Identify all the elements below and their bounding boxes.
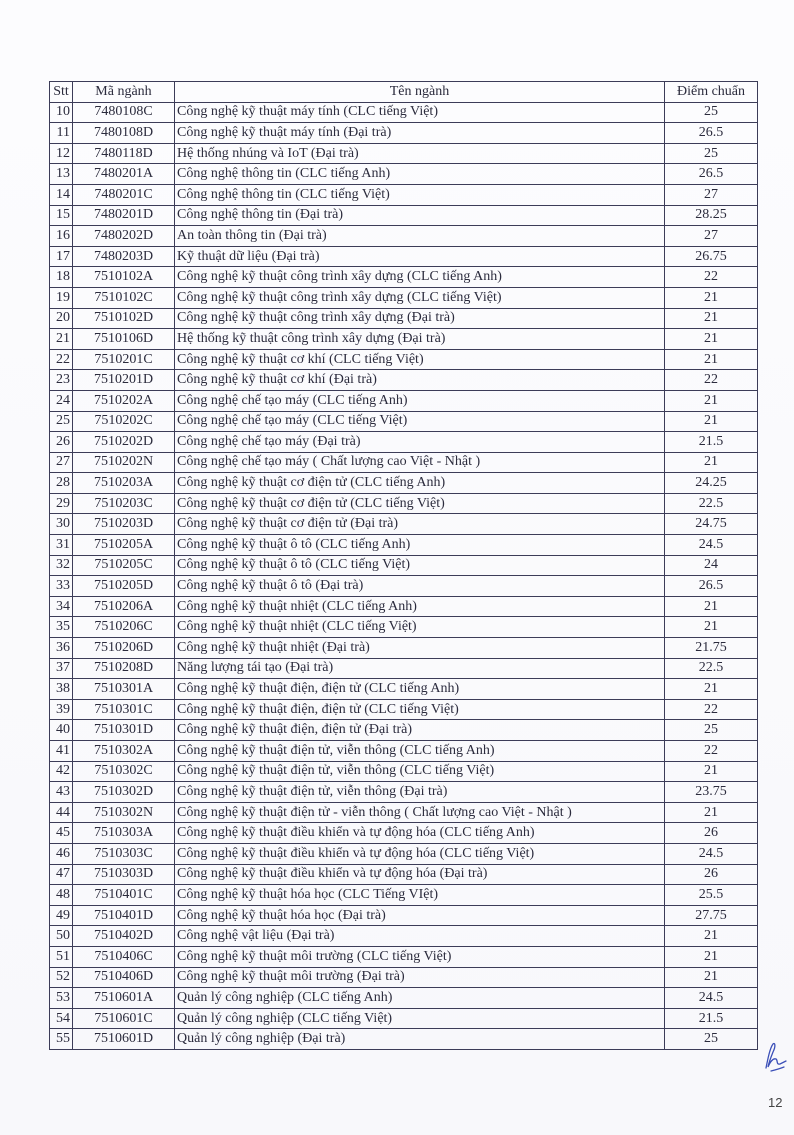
row-score: 24.5 bbox=[665, 535, 758, 556]
row-name: Công nghệ kỹ thuật điện, điện tử (Đại trà) bbox=[175, 720, 665, 741]
row-stt: 28 bbox=[50, 473, 73, 494]
row-code: 7510302N bbox=[73, 802, 175, 823]
row-name: Kỹ thuật dữ liệu (Đại trà) bbox=[175, 246, 665, 267]
row-name: Công nghệ vật liệu (Đại trà) bbox=[175, 926, 665, 947]
row-code: 7510303C bbox=[73, 843, 175, 864]
row-stt: 44 bbox=[50, 802, 73, 823]
row-name: Công nghệ kỹ thuật điện, điện tử (CLC tiếng Anh) bbox=[175, 679, 665, 700]
row-code: 7510202C bbox=[73, 411, 175, 432]
row-score: 22 bbox=[665, 370, 758, 391]
table-body bbox=[50, 102, 758, 1049]
signature-initial-icon bbox=[760, 1040, 790, 1074]
row-code: 7510301D bbox=[73, 720, 175, 741]
row-name: Công nghệ thông tin (CLC tiếng Anh) bbox=[175, 164, 665, 185]
row-score: 25 bbox=[665, 143, 758, 164]
row-stt: 35 bbox=[50, 617, 73, 638]
row-score: 26.75 bbox=[665, 246, 758, 267]
row-name: Công nghệ thông tin (Đại trà) bbox=[175, 205, 665, 226]
table-header-row bbox=[50, 82, 758, 103]
row-name: Công nghệ kỹ thuật điện, điện tử (CLC tiếng Việt) bbox=[175, 699, 665, 720]
row-stt: 36 bbox=[50, 638, 73, 659]
row-stt: 17 bbox=[50, 246, 73, 267]
row-score: 21 bbox=[665, 679, 758, 700]
row-score: 26 bbox=[665, 864, 758, 885]
row-code: 7510406C bbox=[73, 946, 175, 967]
row-score: 24.5 bbox=[665, 843, 758, 864]
row-name: Công nghệ kỹ thuật môi trường (Đại trà) bbox=[175, 967, 665, 988]
row-score: 21 bbox=[665, 308, 758, 329]
row-name: Công nghệ chế tạo máy (Đại trà) bbox=[175, 432, 665, 453]
admission-scores-table bbox=[49, 81, 758, 1050]
row-stt: 42 bbox=[50, 761, 73, 782]
table-row bbox=[50, 905, 758, 926]
row-score: 21 bbox=[665, 287, 758, 308]
row-score: 22.5 bbox=[665, 493, 758, 514]
row-score: 21 bbox=[665, 617, 758, 638]
table-row bbox=[50, 946, 758, 967]
row-stt: 21 bbox=[50, 329, 73, 350]
row-code: 7510202D bbox=[73, 432, 175, 453]
row-code: 7510401C bbox=[73, 885, 175, 906]
table-row bbox=[50, 679, 758, 700]
row-code: 7510205A bbox=[73, 535, 175, 556]
table-row bbox=[50, 555, 758, 576]
row-score: 24.25 bbox=[665, 473, 758, 494]
row-score: 22 bbox=[665, 741, 758, 762]
row-name: Công nghệ kỹ thuật nhiệt (CLC tiếng Việt) bbox=[175, 617, 665, 638]
row-score: 22 bbox=[665, 699, 758, 720]
row-name: Công nghệ kỹ thuật ô tô (Đại trà) bbox=[175, 576, 665, 597]
row-name: Công nghệ kỹ thuật ô tô (CLC tiếng Việt) bbox=[175, 555, 665, 576]
row-score: 21 bbox=[665, 411, 758, 432]
row-code: 7510206A bbox=[73, 596, 175, 617]
row-name: Công nghệ kỹ thuật môi trường (CLC tiếng Việt) bbox=[175, 946, 665, 967]
row-name: Công nghệ thông tin (CLC tiếng Việt) bbox=[175, 184, 665, 205]
row-code: 7510601C bbox=[73, 1008, 175, 1029]
row-name: Công nghệ kỹ thuật điện tử - viễn thông ( Chất lượng cao Việt - Nhật ) bbox=[175, 802, 665, 823]
row-stt: 19 bbox=[50, 287, 73, 308]
row-stt: 50 bbox=[50, 926, 73, 947]
row-name: Công nghệ kỹ thuật điều khiển và tự động hóa (CLC tiếng Anh) bbox=[175, 823, 665, 844]
table-row bbox=[50, 823, 758, 844]
row-stt: 11 bbox=[50, 123, 73, 144]
row-code: 7480108C bbox=[73, 102, 175, 123]
row-score: 21 bbox=[665, 967, 758, 988]
row-score: 27 bbox=[665, 226, 758, 247]
row-code: 7480201C bbox=[73, 184, 175, 205]
table-row bbox=[50, 576, 758, 597]
row-name: Công nghệ kỹ thuật ô tô (CLC tiếng Anh) bbox=[175, 535, 665, 556]
header-code: Mã ngành bbox=[73, 82, 175, 103]
row-stt: 54 bbox=[50, 1008, 73, 1029]
row-stt: 26 bbox=[50, 432, 73, 453]
row-stt: 47 bbox=[50, 864, 73, 885]
row-stt: 30 bbox=[50, 514, 73, 535]
row-name: Công nghệ kỹ thuật nhiệt (CLC tiếng Anh) bbox=[175, 596, 665, 617]
row-score: 21 bbox=[665, 390, 758, 411]
row-score: 21 bbox=[665, 349, 758, 370]
page-number: 12 bbox=[768, 1095, 783, 1110]
row-code: 7510203C bbox=[73, 493, 175, 514]
row-name: Công nghệ kỹ thuật cơ khí (CLC tiếng Việt) bbox=[175, 349, 665, 370]
table-row bbox=[50, 164, 758, 185]
row-score: 21.5 bbox=[665, 432, 758, 453]
row-code: 7510401D bbox=[73, 905, 175, 926]
row-stt: 46 bbox=[50, 843, 73, 864]
row-stt: 10 bbox=[50, 102, 73, 123]
row-score: 21 bbox=[665, 761, 758, 782]
row-stt: 29 bbox=[50, 493, 73, 514]
row-score: 21.75 bbox=[665, 638, 758, 659]
row-code: 7510208D bbox=[73, 658, 175, 679]
row-stt: 51 bbox=[50, 946, 73, 967]
table-row bbox=[50, 205, 758, 226]
row-stt: 38 bbox=[50, 679, 73, 700]
row-name: Công nghệ chế tạo máy (CLC tiếng Anh) bbox=[175, 390, 665, 411]
row-code: 7510205D bbox=[73, 576, 175, 597]
table-row bbox=[50, 411, 758, 432]
row-code: 7510102C bbox=[73, 287, 175, 308]
row-name: Công nghệ kỹ thuật cơ điện tử (CLC tiếng Việt) bbox=[175, 493, 665, 514]
row-name: Công nghệ kỹ thuật công trình xây dựng (CLC tiếng Anh) bbox=[175, 267, 665, 288]
row-stt: 45 bbox=[50, 823, 73, 844]
table-row bbox=[50, 535, 758, 556]
row-code: 7480203D bbox=[73, 246, 175, 267]
table-row bbox=[50, 658, 758, 679]
row-name: Công nghệ kỹ thuật máy tính (Đại trà) bbox=[175, 123, 665, 144]
table-row bbox=[50, 102, 758, 123]
row-name: Công nghệ kỹ thuật cơ điện tử (CLC tiếng Anh) bbox=[175, 473, 665, 494]
row-name: Công nghệ kỹ thuật hóa học (CLC Tiếng VIệt) bbox=[175, 885, 665, 906]
row-name: Công nghệ kỹ thuật cơ điện tử (Đại trà) bbox=[175, 514, 665, 535]
row-name: Công nghệ kỹ thuật điện tử, viễn thông (CLC tiếng Anh) bbox=[175, 741, 665, 762]
row-name: Công nghệ chế tạo máy (CLC tiếng Việt) bbox=[175, 411, 665, 432]
row-code: 7510102A bbox=[73, 267, 175, 288]
row-stt: 24 bbox=[50, 390, 73, 411]
row-score: 25 bbox=[665, 720, 758, 741]
row-name: Quản lý công nghiệp (CLC tiếng Việt) bbox=[175, 1008, 665, 1029]
table-row bbox=[50, 390, 758, 411]
header-score: Điểm chuẩn bbox=[665, 82, 758, 103]
row-name: Công nghệ kỹ thuật công trình xây dựng (CLC tiếng Việt) bbox=[175, 287, 665, 308]
row-stt: 49 bbox=[50, 905, 73, 926]
row-stt: 48 bbox=[50, 885, 73, 906]
table-row bbox=[50, 638, 758, 659]
row-score: 27 bbox=[665, 184, 758, 205]
row-name: Công nghệ kỹ thuật nhiệt (Đại trà) bbox=[175, 638, 665, 659]
table-row bbox=[50, 596, 758, 617]
row-code: 7510302D bbox=[73, 782, 175, 803]
row-name: An toàn thông tin (Đại trà) bbox=[175, 226, 665, 247]
row-code: 7510301A bbox=[73, 679, 175, 700]
row-name: Hệ thống kỹ thuật công trình xây dựng (Đại trà) bbox=[175, 329, 665, 350]
row-score: 25.5 bbox=[665, 885, 758, 906]
row-stt: 55 bbox=[50, 1029, 73, 1050]
row-name: Công nghệ kỹ thuật công trình xây dựng (Đại trà) bbox=[175, 308, 665, 329]
table-row bbox=[50, 267, 758, 288]
row-score: 24.5 bbox=[665, 988, 758, 1009]
row-score: 24.75 bbox=[665, 514, 758, 535]
row-code: 7510203D bbox=[73, 514, 175, 535]
row-code: 7510106D bbox=[73, 329, 175, 350]
table-row bbox=[50, 926, 758, 947]
table-row bbox=[50, 967, 758, 988]
row-code: 7510206C bbox=[73, 617, 175, 638]
row-stt: 32 bbox=[50, 555, 73, 576]
row-score: 26.5 bbox=[665, 123, 758, 144]
table-row bbox=[50, 349, 758, 370]
row-code: 7510303D bbox=[73, 864, 175, 885]
row-stt: 16 bbox=[50, 226, 73, 247]
row-score: 23.75 bbox=[665, 782, 758, 803]
table-row bbox=[50, 1029, 758, 1050]
row-score: 24 bbox=[665, 555, 758, 576]
row-score: 21 bbox=[665, 329, 758, 350]
row-code: 7480118D bbox=[73, 143, 175, 164]
row-code: 7510201C bbox=[73, 349, 175, 370]
row-name: Quản lý công nghiệp (Đại trà) bbox=[175, 1029, 665, 1050]
row-stt: 33 bbox=[50, 576, 73, 597]
row-code: 7510601D bbox=[73, 1029, 175, 1050]
table-row bbox=[50, 226, 758, 247]
row-name: Công nghệ kỹ thuật điều khiển và tự động hóa (CLC tiếng Việt) bbox=[175, 843, 665, 864]
table-row bbox=[50, 864, 758, 885]
row-score: 25 bbox=[665, 1029, 758, 1050]
row-stt: 20 bbox=[50, 308, 73, 329]
row-code: 7480108D bbox=[73, 123, 175, 144]
row-code: 7510601A bbox=[73, 988, 175, 1009]
table-row bbox=[50, 123, 758, 144]
table-row bbox=[50, 143, 758, 164]
table-row bbox=[50, 843, 758, 864]
table-row bbox=[50, 885, 758, 906]
row-score: 21 bbox=[665, 926, 758, 947]
table-row bbox=[50, 720, 758, 741]
table-row bbox=[50, 493, 758, 514]
row-name: Quản lý công nghiệp (CLC tiếng Anh) bbox=[175, 988, 665, 1009]
row-score: 22.5 bbox=[665, 658, 758, 679]
row-code: 7510406D bbox=[73, 967, 175, 988]
row-code: 7510202A bbox=[73, 390, 175, 411]
table-row bbox=[50, 617, 758, 638]
row-code: 7510102D bbox=[73, 308, 175, 329]
row-score: 26.5 bbox=[665, 576, 758, 597]
row-score: 21 bbox=[665, 946, 758, 967]
row-code: 7510301C bbox=[73, 699, 175, 720]
header-stt: Stt bbox=[50, 82, 73, 103]
row-stt: 18 bbox=[50, 267, 73, 288]
row-name: Công nghệ kỹ thuật máy tính (CLC tiếng Việt) bbox=[175, 102, 665, 123]
row-code: 7510302C bbox=[73, 761, 175, 782]
table-row bbox=[50, 246, 758, 267]
table-row bbox=[50, 741, 758, 762]
table-row bbox=[50, 329, 758, 350]
row-name: Công nghệ kỹ thuật điện tử, viễn thông (Đại trà) bbox=[175, 782, 665, 803]
row-stt: 25 bbox=[50, 411, 73, 432]
row-score: 25 bbox=[665, 102, 758, 123]
row-name: Công nghệ kỹ thuật hóa học (Đại trà) bbox=[175, 905, 665, 926]
table-row bbox=[50, 370, 758, 391]
table-row bbox=[50, 1008, 758, 1029]
row-code: 7510303A bbox=[73, 823, 175, 844]
row-name: Công nghệ kỹ thuật điều khiển và tự động hóa (Đại trà) bbox=[175, 864, 665, 885]
row-stt: 12 bbox=[50, 143, 73, 164]
row-stt: 23 bbox=[50, 370, 73, 391]
row-stt: 15 bbox=[50, 205, 73, 226]
table-row bbox=[50, 761, 758, 782]
row-code: 7480201D bbox=[73, 205, 175, 226]
row-score: 21 bbox=[665, 452, 758, 473]
table-row bbox=[50, 699, 758, 720]
row-score: 26 bbox=[665, 823, 758, 844]
row-code: 7480202D bbox=[73, 226, 175, 247]
row-score: 22 bbox=[665, 267, 758, 288]
row-name: Công nghệ kỹ thuật cơ khí (Đại trà) bbox=[175, 370, 665, 391]
row-code: 7510201D bbox=[73, 370, 175, 391]
row-code: 7510202N bbox=[73, 452, 175, 473]
row-code: 7480201A bbox=[73, 164, 175, 185]
row-name: Công nghệ chế tạo máy ( Chất lượng cao Việt - Nhật ) bbox=[175, 452, 665, 473]
row-stt: 39 bbox=[50, 699, 73, 720]
row-score: 26.5 bbox=[665, 164, 758, 185]
row-name: Năng lượng tái tạo (Đại trà) bbox=[175, 658, 665, 679]
table-row bbox=[50, 514, 758, 535]
row-stt: 53 bbox=[50, 988, 73, 1009]
row-code: 7510206D bbox=[73, 638, 175, 659]
row-code: 7510402D bbox=[73, 926, 175, 947]
row-stt: 34 bbox=[50, 596, 73, 617]
row-stt: 13 bbox=[50, 164, 73, 185]
table-row bbox=[50, 782, 758, 803]
row-stt: 52 bbox=[50, 967, 73, 988]
header-name: Tên ngành bbox=[175, 82, 665, 103]
row-code: 7510302A bbox=[73, 741, 175, 762]
row-code: 7510203A bbox=[73, 473, 175, 494]
row-stt: 27 bbox=[50, 452, 73, 473]
row-score: 27.75 bbox=[665, 905, 758, 926]
row-score: 28.25 bbox=[665, 205, 758, 226]
row-score: 21 bbox=[665, 802, 758, 823]
row-stt: 37 bbox=[50, 658, 73, 679]
row-stt: 40 bbox=[50, 720, 73, 741]
row-stt: 43 bbox=[50, 782, 73, 803]
row-stt: 14 bbox=[50, 184, 73, 205]
table-row bbox=[50, 184, 758, 205]
row-name: Công nghệ kỹ thuật điện tử, viễn thông (CLC tiếng Việt) bbox=[175, 761, 665, 782]
row-score: 21 bbox=[665, 596, 758, 617]
row-score: 21.5 bbox=[665, 1008, 758, 1029]
table-row bbox=[50, 802, 758, 823]
row-code: 7510205C bbox=[73, 555, 175, 576]
table-row bbox=[50, 988, 758, 1009]
table-row bbox=[50, 452, 758, 473]
table-row bbox=[50, 287, 758, 308]
row-name: Hệ thống nhúng và IoT (Đại trà) bbox=[175, 143, 665, 164]
table-row bbox=[50, 432, 758, 453]
row-stt: 41 bbox=[50, 741, 73, 762]
row-stt: 22 bbox=[50, 349, 73, 370]
table-row bbox=[50, 308, 758, 329]
table-row bbox=[50, 473, 758, 494]
row-stt: 31 bbox=[50, 535, 73, 556]
